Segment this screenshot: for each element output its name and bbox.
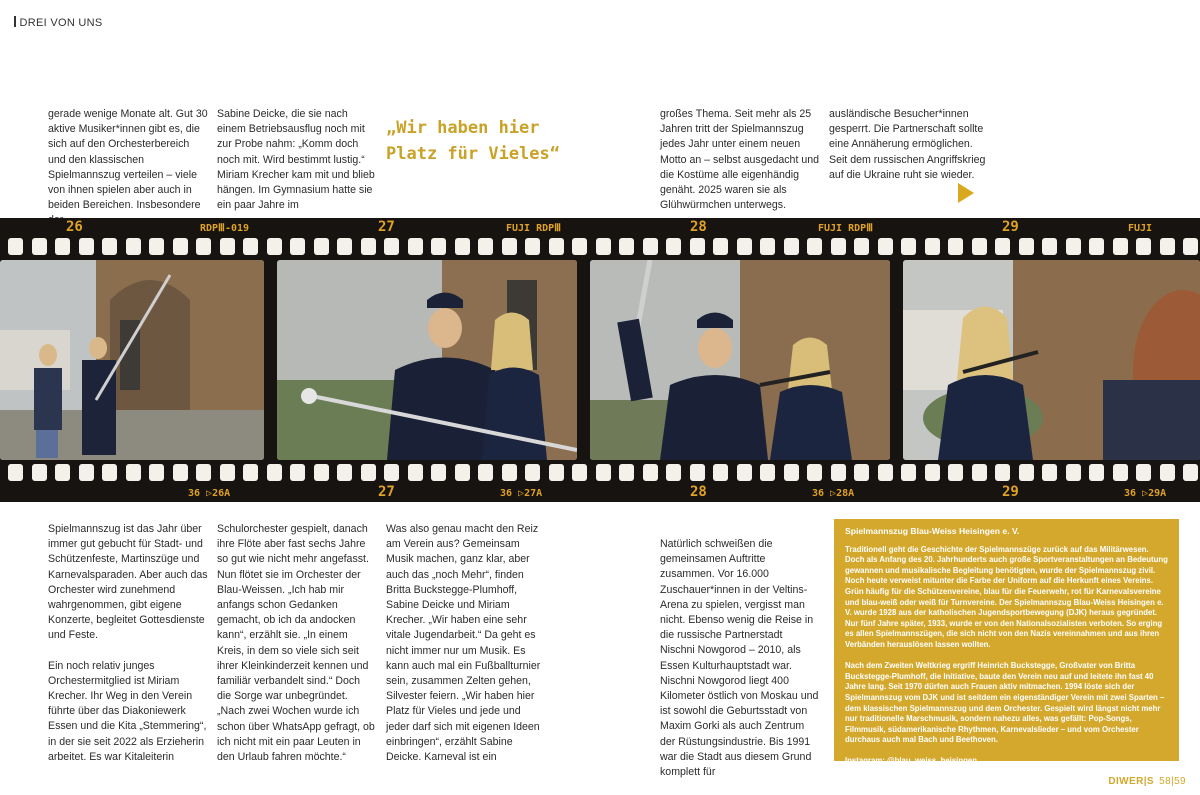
sprocket-hole bbox=[314, 464, 329, 481]
sprocket-hole bbox=[502, 464, 517, 481]
sprocket-hole bbox=[32, 464, 47, 481]
sprocket-hole bbox=[854, 464, 869, 481]
film-code: 36 ▷26A bbox=[188, 488, 231, 499]
upper-column-1 bbox=[48, 107, 208, 229]
sprocket-hole bbox=[995, 238, 1010, 255]
sprocket-hole bbox=[643, 238, 658, 255]
sprocket-hole bbox=[1089, 238, 1104, 255]
paragraph: Spielmannszug ist das Jahr über immer gut gebucht für Stadt- und Schützenfeste, Martinszüge und Karnevalsparaden. Aber auch das Orchester wird zunehmend wahrgenommen, gibt eigene Konzerte, begleitet Gottesdienste und Feste. bbox=[48, 523, 208, 642]
paragraph: Natürlich schweißen die gemeinsamen Auftritte zusammen. Vor 16.000 Zuschauer*innen in der Veltins-Arena zu spielen, vergisst man nicht. Ebenso wenig die Reise in die russische Partnerstadt Nischni Nowgorod – 2010, als Essen Kulturhauptstadt war. Nischni Nowgorod liegt 400 Kilometer östlich von Moskau und ist sowohl die Geburtsstadt von Maxim Gorki als auch Zentrum der Rüstungsindustrie. Bis 1991 war die Stadt aus diesem Grund komplett für bbox=[660, 538, 819, 779]
paragraph: Sabine Deicke, die sie nach einem Betriebsausflug noch mit zur Probe nahm: „Komm doch noch mit. Wird bestimmt lustig.“ Miriam Krecher kam mit und blieb hängen. Im Gymnasium hatte sie ein paar Jahre im bbox=[217, 108, 375, 212]
sprocket-hole bbox=[478, 464, 493, 481]
sprocket-hole bbox=[1113, 464, 1128, 481]
film-code-label: 28A bbox=[836, 488, 855, 499]
film-code: 36 ▷28A bbox=[812, 488, 855, 499]
section-label bbox=[14, 16, 103, 29]
sprocket-hole bbox=[55, 464, 70, 481]
sprocket-hole bbox=[619, 464, 634, 481]
sprocket-hole bbox=[431, 464, 446, 481]
sprocket-hole bbox=[1160, 464, 1175, 481]
sprocket-hole bbox=[807, 464, 822, 481]
sprocket-hole bbox=[525, 238, 540, 255]
sprocket-hole bbox=[1042, 464, 1057, 481]
paragraph: Was also genau macht den Reiz am Verein aus? Gemeinsam Musik machen, ganz klar, aber auch das „noch Mehr“, finden Britta Buckstegge-Plumhoff, Sabine Deicke und Miriam Krecher. „Wir haben eine sehr vitale Jugendarbeit.“ Da geht es nicht immer nur um Musik. Es kann auch mal ein Fußballturnier sein, zusammen Zelten gehen, Silvester feiern. „Wir haben hier Platz für Vieles und jede und jeder darf sich mit eigenen Ideen einbringen“, erzählt Sabine Deicke. Karneval ist ein bbox=[386, 523, 541, 764]
film-code: RDPⅢ-019 bbox=[200, 223, 250, 234]
sprocket-hole bbox=[149, 238, 164, 255]
sprocket-hole bbox=[314, 238, 329, 255]
sprocket-hole bbox=[126, 464, 141, 481]
sprocket-hole bbox=[173, 238, 188, 255]
sprocket-hole bbox=[690, 464, 705, 481]
paragraph: Schulorchester gespielt, danach ihre Flöte aber fast sechs Jahre so gut wie nicht mehr angefasst. Nun flötet sie im Orchester der Blau-Weissen. „Ich hab mir anfangs schon Gedanken gemacht, ob ich da andocken kann“, erzählt sie. „In einem Kreis, in dem so viele sich seit ihrer Kleinkinderzeit kennen und familiär verbandelt sind.“ Doch die Sorge war unbegründet. „Nach zwei Wochen wurde ich schon über WhatsApp gefragt, ob ich nicht mit ein paar Leuten in den Urlaub fahren möchte.“ bbox=[217, 523, 375, 764]
film-code: FUJI bbox=[1128, 223, 1153, 234]
film-frame-number: 29 bbox=[1002, 484, 1019, 500]
sprocket-hole bbox=[948, 464, 963, 481]
sprocket-hole bbox=[455, 464, 470, 481]
lower-column-3 bbox=[386, 522, 546, 765]
sprocket-hole bbox=[619, 238, 634, 255]
film-code-label: 29A bbox=[1148, 488, 1167, 499]
sprocket-hole bbox=[361, 238, 376, 255]
sprocket-hole bbox=[384, 464, 399, 481]
photo-frame-2 bbox=[277, 260, 577, 460]
sprocket-hole bbox=[478, 238, 493, 255]
sprocket-hole bbox=[1136, 238, 1151, 255]
section-bar bbox=[14, 16, 16, 27]
info-box-paragraph: Nach dem Zweiten Weltkrieg ergriff Heinrich Buckstegge, Großvater von Britta Buckstegge-Plumhoff, die Initiative, baute den Verein neu auf und leitete ihn fast 40 Jahre lang. Seit 1970 dürfen auch Frauen aktiv mitmachen. 1994 löste sich der Spielmannszug vom DJK und ist seitdem ein eigenständiger Verein mit zwei Sparten – dem klassischen Spielmannszug und dem Orchester. Gespielt wird längst nicht mehr nur traditionelle Marschmusik, sondern nahezu alles, was gefällt: Pop-Songs, Filmmusik, südamerikanische Rhythmen, Karnevalslieder – und vom Orchester durchaus auch mal Bach und Beethoven. bbox=[845, 661, 1165, 745]
magazine-brand: DIWER|S bbox=[1108, 776, 1154, 787]
sprocket-hole bbox=[1066, 464, 1081, 481]
lower-column-1 bbox=[48, 522, 208, 765]
film-frame-number: 27 bbox=[378, 484, 395, 500]
sprocket-hole bbox=[572, 464, 587, 481]
sprocket-hole bbox=[878, 464, 893, 481]
sprocket-hole bbox=[337, 464, 352, 481]
sprocket-hole bbox=[831, 464, 846, 481]
sprocket-hole bbox=[173, 464, 188, 481]
instagram-handle: Instagram: @blau_weiss_heisingen bbox=[845, 756, 977, 766]
sprocket-hole bbox=[737, 464, 752, 481]
sprocket-hole bbox=[737, 238, 752, 255]
sprocket-hole bbox=[455, 238, 470, 255]
paragraph: ausländische Besucher*innen gesperrt. Die Partnerschaft sollte eine Annäherung ermöglichen. Seit dem russischen Angriffskrieg auf die Ukraine ruht sie wieder. bbox=[829, 108, 986, 181]
sprocket-hole bbox=[267, 238, 282, 255]
film-frame-number: 28 bbox=[690, 484, 707, 500]
sprocket-hole bbox=[55, 238, 70, 255]
sprocket-hole bbox=[925, 238, 940, 255]
page-numbers: 58|59 bbox=[1159, 776, 1186, 787]
sprocket-hole bbox=[1183, 464, 1198, 481]
lower-column-4 bbox=[660, 537, 820, 780]
sprocket-hole bbox=[267, 464, 282, 481]
sprocket-hole bbox=[1136, 464, 1151, 481]
upper-column-4 bbox=[829, 107, 989, 183]
film-code: 36 ▷27A bbox=[500, 488, 543, 499]
sprocket-hole bbox=[690, 238, 705, 255]
film-frame-number: 28 bbox=[690, 219, 707, 235]
sprocket-hole bbox=[901, 238, 916, 255]
page-footer bbox=[1108, 776, 1186, 787]
sprocket-hole bbox=[525, 464, 540, 481]
sprocket-hole bbox=[196, 464, 211, 481]
photo-frame-1 bbox=[0, 260, 264, 460]
sprocket-hole bbox=[1183, 238, 1198, 255]
film-frame-number: 26 bbox=[66, 219, 83, 235]
paragraph: gerade wenige Monate alt. Gut 30 aktive Musiker*innen gibt es, die sich auf den Orchesterbereich und den klassischen Spielmannszug verteilen – viele von ihnen spielen aber auch in beiden Bereichen. Insbesondere bbox=[48, 108, 208, 212]
sprocket-hole bbox=[972, 238, 987, 255]
sprocket-hole bbox=[290, 238, 305, 255]
sprocket-hole bbox=[666, 238, 681, 255]
film-code: 36 ▷29A bbox=[1124, 488, 1167, 499]
sprocket-hole bbox=[408, 238, 423, 255]
sprocket-hole bbox=[1089, 464, 1104, 481]
sprocket-holes-bottom bbox=[0, 464, 1200, 482]
sprocket-hole bbox=[79, 238, 94, 255]
film-frame-number: 29 bbox=[1002, 219, 1019, 235]
sprocket-hole bbox=[32, 238, 47, 255]
sprocket-hole bbox=[878, 238, 893, 255]
sprocket-hole bbox=[8, 464, 23, 481]
sprocket-hole bbox=[831, 238, 846, 255]
sprocket-hole bbox=[79, 464, 94, 481]
sprocket-hole bbox=[807, 238, 822, 255]
sprocket-hole bbox=[1113, 238, 1128, 255]
sprocket-hole bbox=[1042, 238, 1057, 255]
upper-column-3 bbox=[660, 107, 820, 213]
sprocket-hole bbox=[502, 238, 517, 255]
sprocket-hole bbox=[784, 464, 799, 481]
sprocket-hole bbox=[220, 464, 235, 481]
film-code-label: 27A bbox=[524, 488, 543, 499]
lower-column-2 bbox=[217, 522, 377, 765]
sprocket-hole bbox=[361, 464, 376, 481]
upper-column-2 bbox=[217, 107, 377, 213]
sprocket-hole bbox=[220, 238, 235, 255]
sprocket-hole bbox=[337, 238, 352, 255]
sprocket-hole bbox=[948, 238, 963, 255]
sprocket-hole bbox=[760, 238, 775, 255]
sprocket-hole bbox=[290, 464, 305, 481]
sprocket-hole bbox=[854, 238, 869, 255]
photo-frame-4 bbox=[903, 260, 1200, 460]
sprocket-hole bbox=[384, 238, 399, 255]
sprocket-hole bbox=[596, 464, 611, 481]
photo-frame-3 bbox=[590, 260, 890, 460]
info-box bbox=[834, 519, 1179, 766]
film-code: FUJI RDPⅢ bbox=[818, 223, 874, 234]
section-title: DREI VON UNS bbox=[19, 17, 103, 29]
sprocket-hole bbox=[713, 464, 728, 481]
sprocket-hole bbox=[995, 464, 1010, 481]
sprocket-hole bbox=[1019, 238, 1034, 255]
sprocket-hole bbox=[643, 464, 658, 481]
sprocket-hole bbox=[549, 464, 564, 481]
sprocket-hole bbox=[1066, 238, 1081, 255]
sprocket-hole bbox=[784, 238, 799, 255]
sprocket-hole bbox=[126, 238, 141, 255]
paragraph: großes Thema. Seit mehr als 25 Jahren tritt der Spielmannszug jedes Jahr unter einem neuen Motto an – selbst ausgedacht und die Kostüme alle eigenhändig genäht. 2025 waren sie als Glühwürmchen unterwegs. bbox=[660, 108, 820, 212]
info-box-title: Spielmannszug Blau-Weiss Heisingen e. V. bbox=[845, 526, 1020, 536]
sprocket-hole bbox=[243, 238, 258, 255]
film-code: FUJI RDPⅢ bbox=[506, 223, 562, 234]
film-frame-number: 27 bbox=[378, 219, 395, 235]
sprocket-hole bbox=[243, 464, 258, 481]
paragraph: Ein noch relativ junges Orchestermitglied ist Miriam Krecher. Ihr Weg in den Verein führte über das Diakoniewerk Essen und die Kita „Stemmering“, in der sie seit 2022 als Erzieherin arbeitet. Es war Kitaleiterin bbox=[48, 659, 207, 763]
sprocket-hole bbox=[1160, 238, 1175, 255]
sprocket-hole bbox=[196, 238, 211, 255]
sprocket-hole bbox=[572, 238, 587, 255]
sprocket-hole bbox=[8, 238, 23, 255]
sprocket-hole bbox=[596, 238, 611, 255]
sprocket-holes-top bbox=[0, 238, 1200, 256]
sprocket-hole bbox=[901, 464, 916, 481]
sprocket-hole bbox=[972, 464, 987, 481]
pull-quote: „Wir haben hier Platz für Vieles“ bbox=[386, 118, 560, 164]
info-box-paragraph: Traditionell geht die Geschichte der Spielmannszüge zurück auf das Militärwesen. Doch als Anfang des 20. Jahrhunderts auch große Sportveranstaltungen an Bedeutung gewannen und musikalische Begleitung benötigten, wurde der Spielmannszug zivil. Noch heute verweist mitunter die Farbe der Uniform auf die Herkunft eines Vereins. Grün häufig für die Schützenvereine, blau für die Feuerwehr, rot für Karnevalsvereine und blau-weiß oder weiß für Turnvereine. Der Spielmannszug Blau-Weiss Heisingen e. V. wurde 1928 aus der katholischen Jugendsportbewegung (DJK) heraus gegründet. Nur fünf Jahre später, 1933, wurde er von den Nationalsozialisten verboten. So erging es allen Spielmannszügen, die sich nicht von den Nazis vereinnahmen und aus ihren Verbänden herauslösen lassen wollten. bbox=[845, 544, 1168, 649]
sprocket-hole bbox=[102, 238, 117, 255]
sprocket-hole bbox=[1019, 464, 1034, 481]
film-code-label: 26A bbox=[212, 488, 231, 499]
sprocket-hole bbox=[713, 238, 728, 255]
sprocket-hole bbox=[666, 464, 681, 481]
sprocket-hole bbox=[549, 238, 564, 255]
sprocket-hole bbox=[760, 464, 775, 481]
sprocket-hole bbox=[408, 464, 423, 481]
film-strip bbox=[0, 218, 1200, 502]
continue-arrow-icon bbox=[958, 183, 974, 203]
sprocket-hole bbox=[149, 464, 164, 481]
sprocket-hole bbox=[102, 464, 117, 481]
sprocket-hole bbox=[431, 238, 446, 255]
sprocket-hole bbox=[925, 464, 940, 481]
